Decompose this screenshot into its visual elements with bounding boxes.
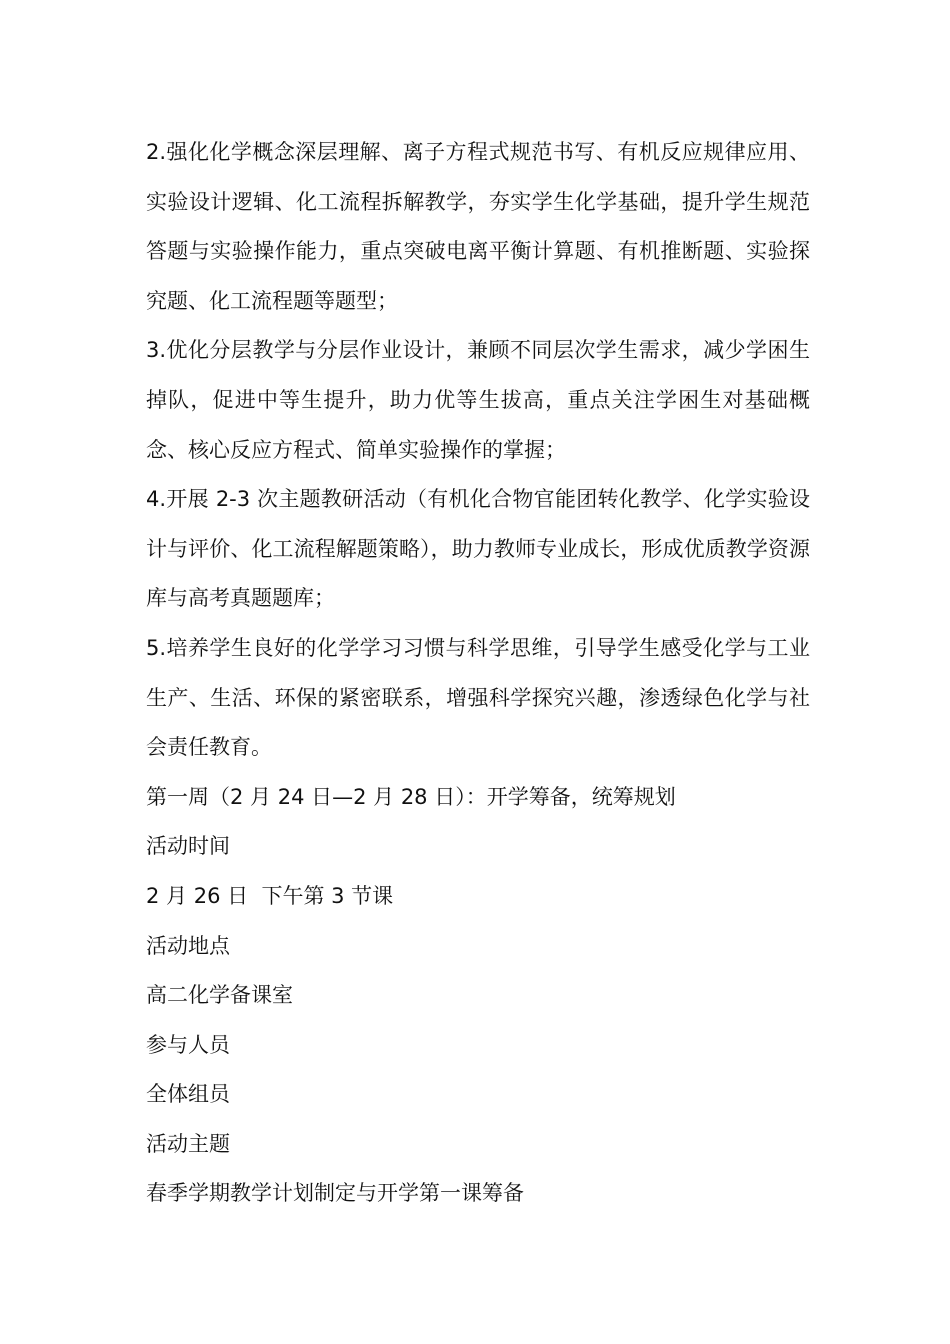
activity-time-value: 2 月 26 日 下午第 3 节课 — [146, 883, 394, 908]
goal-paragraph-5: 5.培养学生良好的化学学习习惯与科学思维，引导学生感受化学与工业生产、生活、环保的紧密联系，增强科学探究兴趣，渗透绿色化学与社会责任教育。 — [146, 635, 810, 760]
activity-place-label: 活动地点 — [146, 933, 230, 958]
activity-theme-label: 活动主题 — [146, 1131, 230, 1156]
activity-time-label: 活动时间 — [146, 834, 230, 859]
goal-paragraph-2: 2.强化化学概念深层理解、离子方程式规范书写、有机反应规律应用、实验设计逻辑、化工流程拆解教学，夯实学生化学基础，提升学生规范答题与实验操作能力，重点突破电离平衡计算题、有机推断题、实验探究题、化工流程题等题型； — [146, 140, 810, 313]
document-body — [146, 128, 810, 1219]
activity-participants-label: 参与人员 — [146, 1032, 230, 1057]
activity-participants-value: 全体组员 — [146, 1082, 230, 1107]
week-one-heading: 第一周（2 月 24 日—2 月 28 日）：开学筹备，统筹规划 — [146, 784, 676, 809]
goal-paragraph-3: 3.优化分层教学与分层作业设计，兼顾不同层次学生需求，减少学困生掉队，促进中等生提升，助力优等生拔高，重点关注学困生对基础概念、核心反应方程式、简单实验操作的掌握； — [146, 338, 810, 462]
activity-place-value: 高二化学备课室 — [146, 983, 293, 1008]
goal-paragraph-4: 4.开展 2-3 次主题教研活动（有机化合物官能团转化教学、化学实验设计与评价、化工流程解题策略），助力教师专业成长，形成优质教学资源库与高考真题题库； — [146, 487, 810, 611]
activity-theme-value: 春季学期教学计划制定与开学第一课筹备 — [146, 1181, 524, 1206]
